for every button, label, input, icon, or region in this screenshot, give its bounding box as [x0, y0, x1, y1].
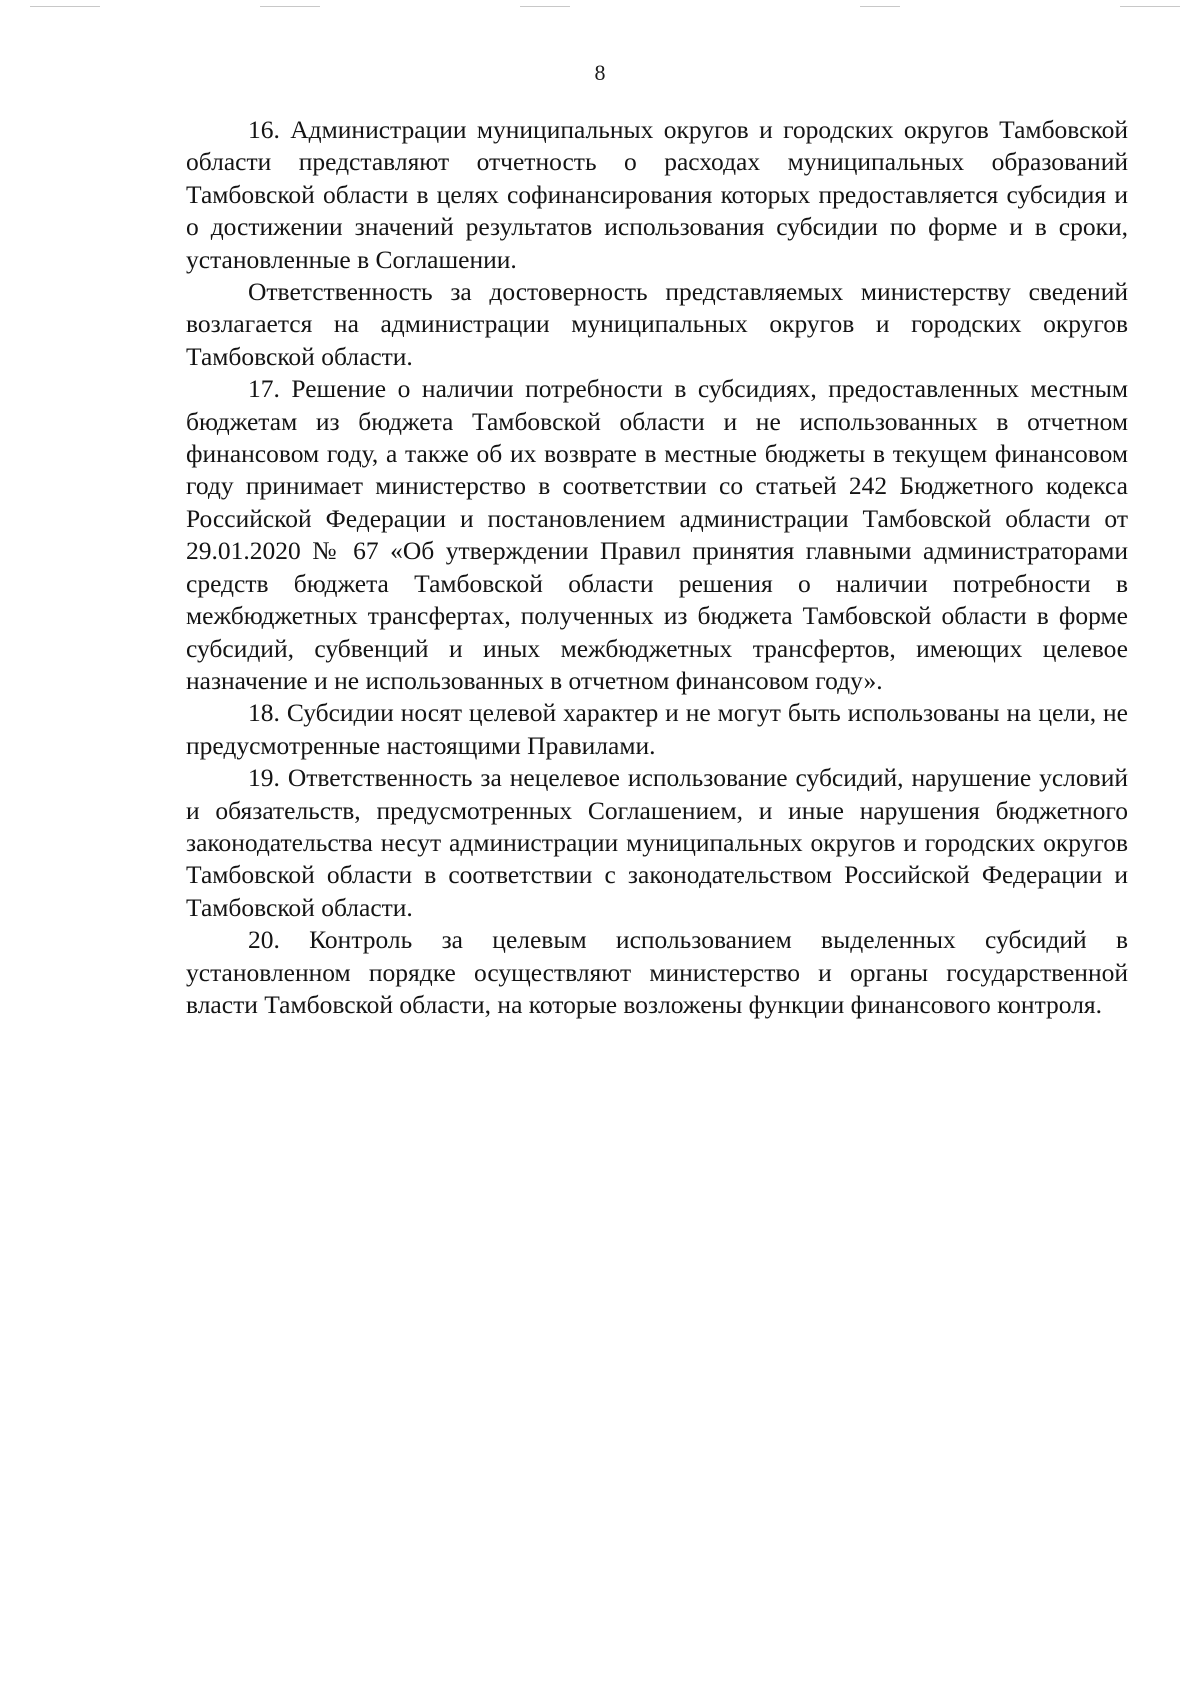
scan-artifact — [860, 6, 900, 7]
paragraph-16: 16. Администрации муниципальных округов и городских округов Тамбовской области представляют отчетность о расходах муниципальных образований Тамбовской области в целях софинансирования которых предоставляется субсидия и о достижении значений результатов использования субсидии по форме и в сроки, установленные в Соглашении. — [186, 115, 1128, 274]
paragraph-16-responsibility: Ответственность за достоверность представляемых министерству сведений возлагается на администрации муниципальных округов и городских округов Тамбовской области. — [186, 277, 1128, 371]
paragraph-18: 18. Субсидии носят целевой характер и не могут быть использованы на цели, не предусмотренные настоящими Правилами. — [186, 698, 1128, 760]
paragraph-17: 17. Решение о наличии потребности в субсидиях, предоставленных местным бюджетам из бюджета Тамбовской области и не использованных в отчетном финансовом году, а также об их возврате в местные бюджеты в текущем финансовом году принимает министерство в соответствии со статьей 242 Бюджетного кодекса Российской Федерации и постановлением администрации Тамбовской области от 29.01.2020 № 67 «Об утверждении Правил принятия главными администраторами средств бюджета Тамбовской области решения о наличии потребности в межбюджетных трансфертах, полученных из бюджета Тамбовской области в форме субсидий, субвенций и иных межбюджетных трансфертов, имеющих целевое назначение и не использованных в отчетном финансовом году». — [186, 374, 1128, 695]
scan-artifact — [260, 6, 320, 7]
page-number: 8 — [594, 60, 606, 85]
paragraph-20: 20. Контроль за целевым использованием выделенных субсидий в установленном порядке осуществляют министерство и органы государственной власти Тамбовской области, на которые возложены функции финансового контроля. — [186, 925, 1128, 1019]
scan-artifact — [1120, 6, 1180, 7]
scan-artifact — [30, 6, 100, 7]
document-body — [186, 114, 1128, 1021]
scan-artifact — [520, 6, 570, 7]
paragraph-19: 19. Ответственность за нецелевое использование субсидий, нарушение условий и обязательств, предусмотренных Соглашением, и иные нарушения бюджетного законодательства несут администрации муниципальных округов и городских округов Тамбовской области в соответствии с законодательством Российской Федерации и Тамбовской области. — [186, 763, 1128, 922]
